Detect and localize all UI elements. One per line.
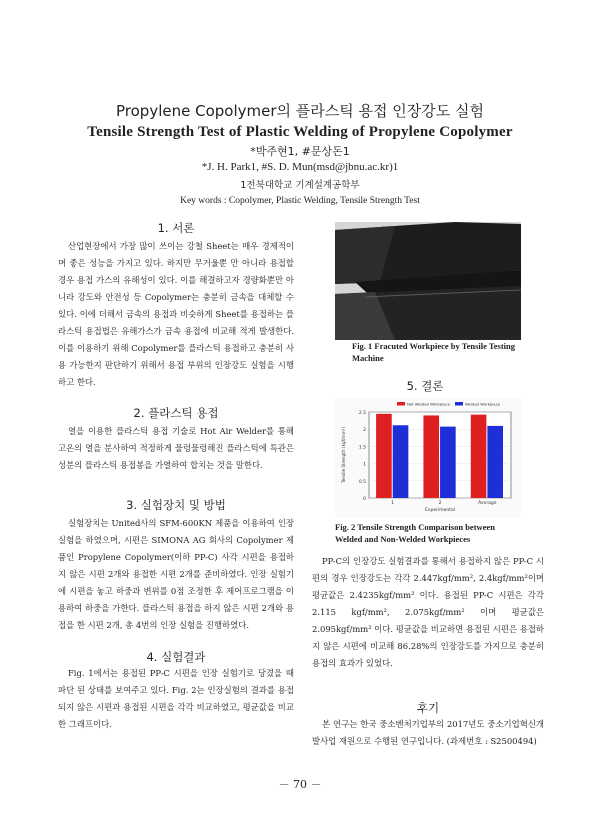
title-korean: Propylene Copolymer의 플라스틱 용접 인장강도 실험 <box>116 102 484 120</box>
fig1-caption: Fig. 1 Fracuted Workpiece by Tensile Testing Machine <box>352 341 516 363</box>
y-tick-label: 1 <box>363 462 366 468</box>
page-number: － 70 － <box>278 778 322 791</box>
section-acknowledgment <box>312 700 544 750</box>
y-tick-label: 2 <box>363 428 366 434</box>
section-conclusion <box>312 553 544 672</box>
legend-swatch-welded <box>455 402 463 406</box>
y-tick-label: 1.5 <box>358 445 366 451</box>
x-tick-label: Average <box>478 501 497 506</box>
section-body: 산업현장에서 가장 많이 쓰이는 강철 Sheet는 매우 경제적이며 좋은 성능을 가지고 있다. 하지만 무거울뿐 만 아니라 용접할 경우 용접 가스의 유해성이 있다. 이를 해결하고자 경량화뿐만 아니라 강도와 안전성 등 Copolymer는 충분히 금속을 대체할 수 있다. 이에 더해서 금속의 용접과 비슷하게 Sheet를 용접하는 플라스틱 용접법은 유해가스가 금속 용접에 비교해 적게 발생한다. 이를 이용하기 위해 Copolymer를 플라스틱 용접하고 충분히 사용 가능한지 판단하기 위해서 용접 부위의 인장강도 실험을 시행하고 한다. <box>58 241 294 387</box>
section-heading: 3. 실험장치 및 방법 <box>126 498 226 512</box>
bar-not-welded <box>376 414 392 498</box>
authors-english: *J. H. Park1, #S. D. Mun(msd@jbnu.ac.kr)1 <box>201 161 399 173</box>
section-plastic-welding <box>58 405 294 474</box>
x-tick-label: 1 <box>391 501 395 506</box>
section-method <box>58 497 294 634</box>
section-heading: 4. 실험결과 <box>146 650 206 664</box>
section-heading: 1. 서론 <box>157 221 195 235</box>
section-heading-conclusion: 5. 결론 <box>406 379 444 393</box>
section-body: Fig. 1에서는 용접된 PP-C 시편을 인장 실험기로 당겼을 때 파단 된 상태를 보여주고 있다. Fig. 2는 인장실험의 결과를 용접되지 않은 시편과 용접된 시편을 각각 비교하였고, 평균값을 비교한 그래프이다. <box>58 668 294 729</box>
y-tick-label: 0 <box>363 497 366 502</box>
fig2-caption: Fig. 2 Tensile Strength Comparison between Welded and Non-Welded Workpieces <box>335 522 495 544</box>
bar-not-welded <box>471 415 487 498</box>
bar-welded <box>393 425 409 498</box>
section-heading: 2. 플라스틱 용접 <box>133 406 219 420</box>
keywords: Key words : Copolymer, Plastic Welding, Tensile Strength Test <box>180 196 420 206</box>
y-tick-label: 2.5 <box>358 411 366 416</box>
legend-swatch-not-welded <box>397 402 405 406</box>
chart-svg <box>335 398 521 518</box>
bar-not-welded <box>423 415 439 498</box>
section-heading: 후기 <box>416 701 440 715</box>
section-body: 본 연구는 한국 중소벤처기업부의 2017년도 중소기업혁신개발사업 재원으로 수행된 연구입니다. (과제번호 : S2500494) <box>312 719 544 746</box>
bar-welded <box>487 426 503 498</box>
x-axis-label: Experimental <box>424 508 456 513</box>
legend-label-not-welded: Not Welded Workpiece <box>407 401 450 407</box>
y-tick-label: 0.5 <box>358 479 366 485</box>
section-body: PP-C의 인장강도 실험결과를 통해서 용접하지 않은 PP-C 시편의 경우 인장강도는 각각 2.447kgf/mm², 2.4kgf/mm²이며 평균값은 2.4235kgf/mm² 이다. 용접된 PP-C 시편은 각각 2.115 kgf/mm², 2.075kgf/mm² 이며 평균값은 2.095kgf/mm² 이다. 평균값을 비교하면 용접된 시편은 용접하지 않은 시편에 비교해 86.28%의 인장강도를 가지므로 충분히 용접의 효과가 있었다. <box>312 556 544 668</box>
section-results <box>58 649 294 733</box>
legend-label-welded: Welded Workpiece <box>465 401 501 407</box>
y-axis-label: Tensile Strength (kgf/mm²) <box>341 426 346 484</box>
fig2-chart <box>335 398 521 518</box>
x-tick-label: 2 <box>438 501 442 506</box>
section-introduction <box>58 220 294 391</box>
authors-korean: *박주현1, #문상돈1 <box>250 145 350 158</box>
section-body: 열을 이용한 플라스틱 용접 기술로 Hot Air Welder를 통해 고온의 열을 분사하여 적정하게 물렁물렁해진 플라스틱에 특관은 성분의 플라스틱 용접봉을 가열하여 합치는 것을 말한다. <box>58 426 294 470</box>
section-body: 실험장치는 United사의 SFM-600KN 제품을 이용하여 인장실험을 하였으며, 시편은 SIMONA AG 회사의 Copolymer 제품인 Propylene Copolymer(이하 PP-C) 사각 시편을 용접하지 않은 시편 2개와 용접한 시편 2개를 준비하였다. 인장 실험기에 시편을 놓고 하중과 변위를 0점 조정한 후 제어프로그램을 이용하여 하중을 가한다. 플라스틱 용접을 하지 않은 시편 2개와 용접을 한 시편 2개, 총 4번의 인장 실험을 진행하였다. <box>58 518 294 630</box>
affiliation: 1전북대학교 기계설계공학부 <box>240 180 360 191</box>
title-english: Tensile Strength Test of Plastic Welding of Propylene Copolymer <box>87 124 513 140</box>
bar-welded <box>440 427 456 498</box>
fig1-photo <box>335 222 521 340</box>
